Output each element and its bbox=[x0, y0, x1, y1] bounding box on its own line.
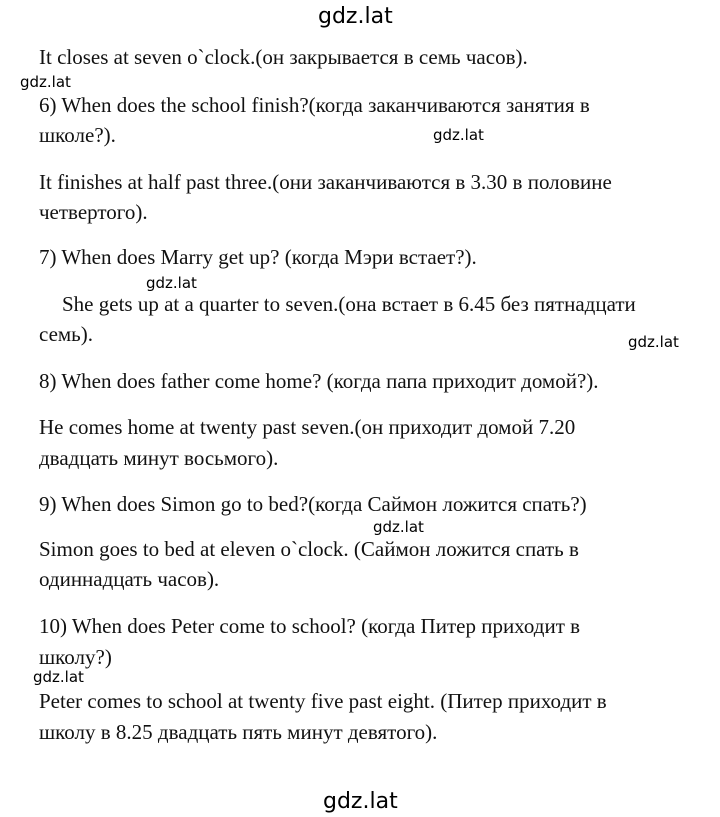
answer-7-line-2: семь). bbox=[39, 322, 94, 346]
watermark-mid-3: gdz.lat bbox=[373, 518, 424, 536]
question-10-line-2: школу?) bbox=[39, 645, 112, 669]
question-6-line-2: школе?). bbox=[39, 123, 116, 147]
answer-line-5: It closes at seven o`clock.(он закрывается в семь часов). bbox=[39, 45, 528, 69]
watermark-left-2: gdz.lat bbox=[33, 668, 84, 686]
watermark-left-1: gdz.lat bbox=[20, 73, 71, 91]
answer-8-line-1: He comes home at twenty past seven.(он приходит домой 7.20 bbox=[39, 415, 576, 439]
answer-10-line-2: школу в 8.25 двадцать пять минут девятого). bbox=[39, 720, 438, 744]
watermark-bottom: gdz.lat bbox=[323, 789, 398, 814]
answer-6-line-1: It finishes at half past three.(они заканчиваются в 3.30 в половине bbox=[39, 170, 612, 194]
watermark-mid-2: gdz.lat bbox=[146, 274, 197, 292]
question-10-line-1: 10) When does Peter come to school? (когда Питер приходит в bbox=[39, 614, 581, 638]
answer-10-line-1: Peter comes to school at twenty five past eight. (Питер приходит в bbox=[39, 689, 607, 713]
watermark-top: gdz.lat bbox=[318, 4, 393, 29]
answer-9-line-2: одиннадцать часов). bbox=[39, 567, 220, 591]
question-6-line-1: 6) When does the school finish?(когда заканчиваются занятия в bbox=[39, 93, 590, 117]
answer-6-line-2: четвертого). bbox=[39, 200, 148, 224]
answer-9-line-1: Simon goes to bed at eleven o`clock. (Саймон ложится спать в bbox=[39, 537, 579, 561]
answer-8-line-2: двадцать минут восьмого). bbox=[39, 446, 279, 470]
watermark-right-1: gdz.lat bbox=[628, 333, 679, 351]
question-7: 7) When does Marry get up? (когда Мэри встает?). bbox=[39, 245, 477, 269]
answer-7-line-1: She gets up at a quarter to seven.(она встает в 6.45 без пятнадцати bbox=[62, 292, 636, 316]
watermark-mid-1: gdz.lat bbox=[433, 126, 484, 144]
question-9: 9) When does Simon go to bed?(когда Саймон ложится спать?) bbox=[39, 492, 587, 516]
question-8: 8) When does father come home? (когда папа приходит домой?). bbox=[39, 369, 599, 393]
